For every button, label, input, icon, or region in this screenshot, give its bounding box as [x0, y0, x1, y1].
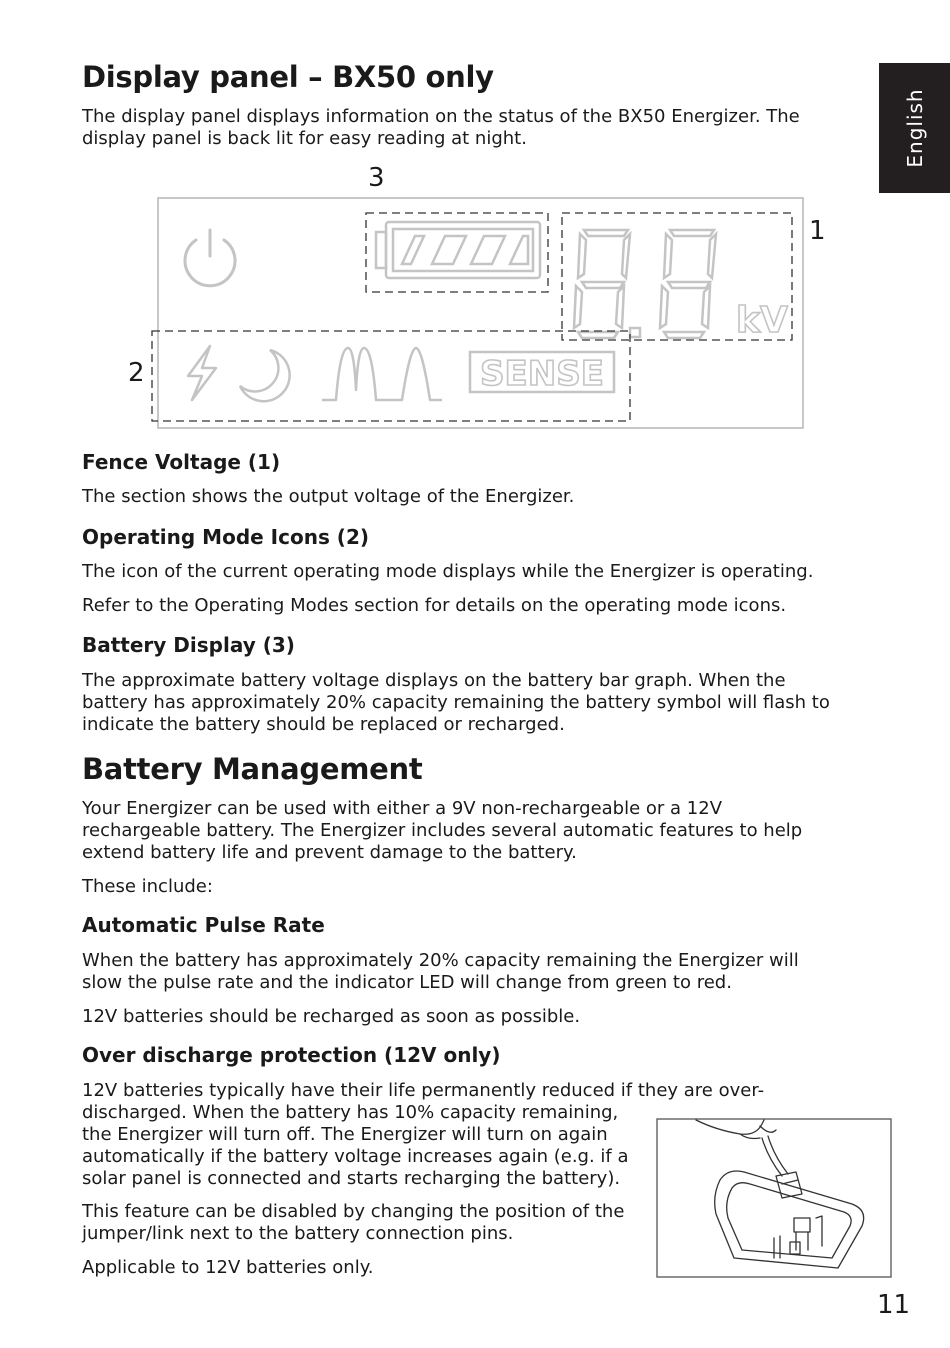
- feature-line-1: This feature can be disabled by changing the position of the: [82, 1201, 625, 1222]
- these-include-text: These include:: [82, 876, 213, 897]
- voltage-seven-segment: [574, 230, 716, 338]
- battery-display-line-2: battery has approximately 20% capacity remaining the battery symbol will flash to: [82, 692, 830, 713]
- callout-2: 2: [128, 358, 145, 388]
- pulse-rate-line-2: slow the pulse rate and the indicator LED will change from green to red.: [82, 972, 732, 993]
- over-discharge-line-2: discharged. When the battery has 10% capacity remaining,: [82, 1102, 619, 1123]
- over-discharge-line-3: the Energizer will turn off. The Energizer will turn on again: [82, 1124, 608, 1145]
- battery-management-title: Battery Management: [82, 752, 423, 786]
- display-panel-figure: [140, 190, 820, 440]
- jumper-illustration: [656, 1118, 892, 1278]
- fence-voltage-heading: Fence Voltage (1): [82, 450, 281, 474]
- lightning-icon: [188, 346, 216, 400]
- battery-management-intro-line-2: rechargeable battery. The Energizer includes several automatic features to help: [82, 820, 803, 841]
- recharge-text: 12V batteries should be recharged as soon as possible.: [82, 1006, 581, 1027]
- battery-management-intro-line-1: Your Energizer can be used with either a 9V non-rechargeable or a 12V: [82, 798, 723, 819]
- callout-3: 3: [368, 163, 385, 193]
- operating-modes-heading: Operating Mode Icons (2): [82, 525, 370, 549]
- operating-modes-text-1: The icon of the current operating mode displays while the Energizer is operating.: [82, 561, 814, 582]
- language-tab-label: English: [902, 88, 927, 168]
- feature-line-2: jumper/link next to the battery connection pins.: [82, 1223, 514, 1244]
- over-discharge-line-5: solar panel is connected and starts recharging the battery).: [82, 1168, 621, 1189]
- display-panel-intro-line-1: The display panel displays information on the status of the BX50 Energizer. The: [82, 106, 800, 127]
- battery-display-line-1: The approximate battery voltage displays on the battery bar graph. When the: [82, 670, 786, 691]
- moon-icon: [240, 350, 290, 401]
- voltage-unit: kV: [736, 300, 788, 341]
- battery-management-intro-line-3: extend battery life and prevent damage to the battery.: [82, 842, 577, 863]
- page-number: 11: [877, 1290, 911, 1320]
- over-discharge-heading: Over discharge protection (12V only): [82, 1043, 501, 1067]
- pulse-rate-line-1: When the battery has approximately 20% capacity remaining the Energizer will: [82, 950, 799, 971]
- operating-modes-text-2: Refer to the Operating Modes section for details on the operating mode icons.: [82, 595, 787, 616]
- sense-icon: [470, 352, 614, 394]
- pulse-waveform-icon: [322, 348, 442, 400]
- over-discharge-line-4: automatically if the battery voltage increases again (e.g. if a: [82, 1146, 629, 1167]
- battery-icon: [376, 222, 540, 278]
- battery-display-heading: Battery Display (3): [82, 633, 295, 657]
- applicable-text: Applicable to 12V batteries only.: [82, 1257, 374, 1278]
- display-panel-title: Display panel – BX50 only: [82, 60, 494, 94]
- fence-voltage-text: The section shows the output voltage of the Energizer.: [82, 486, 575, 507]
- power-icon: [185, 230, 235, 286]
- display-panel-intro-line-2: display panel is back lit for easy reading at night.: [82, 128, 527, 149]
- over-discharge-line-1: 12V batteries typically have their life permanently reduced if they are over-: [82, 1080, 765, 1101]
- sense-label: SENSE: [480, 354, 604, 394]
- pulse-rate-heading: Automatic Pulse Rate: [82, 913, 325, 937]
- battery-display-line-3: indicate the battery should be replaced or recharged.: [82, 714, 565, 735]
- callout-1: 1: [809, 216, 826, 246]
- language-tab: [879, 63, 950, 193]
